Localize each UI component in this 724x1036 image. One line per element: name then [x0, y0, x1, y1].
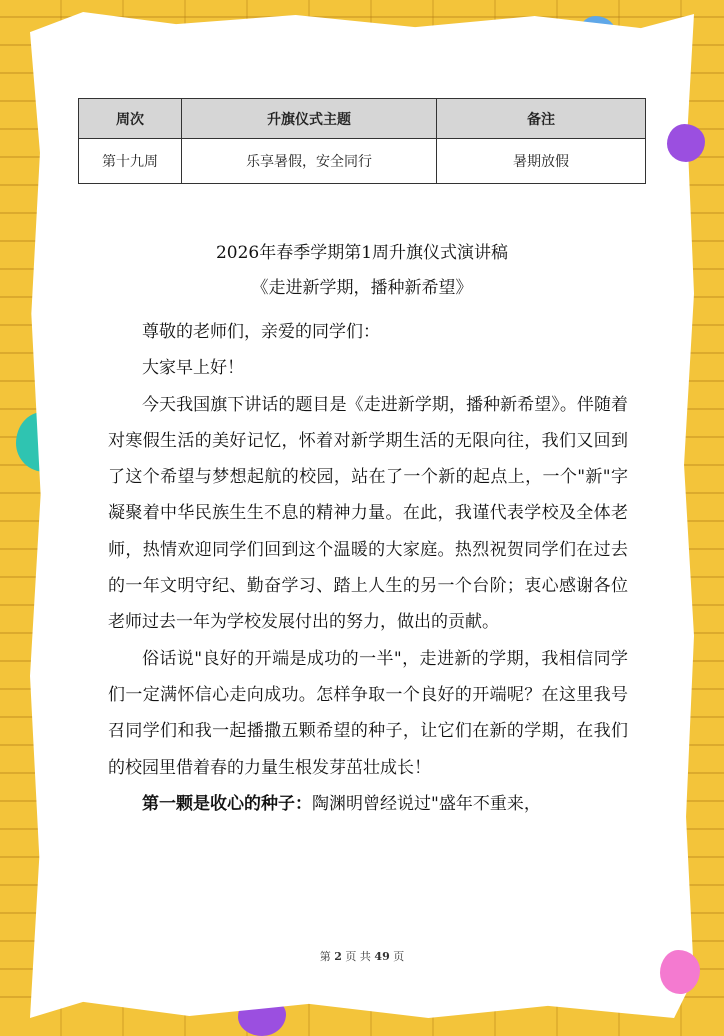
- schedule-table: [78, 98, 646, 184]
- decor-dot-purple: [667, 124, 705, 162]
- header-theme: 升旗仪式主题: [182, 99, 437, 139]
- footer-page-number: 2: [334, 950, 342, 963]
- header-notes: 备注: [437, 99, 646, 139]
- speech-title: 2026年春季学期第1周升旗仪式演讲稿: [215, 243, 509, 263]
- paragraph-salutation: 尊敬的老师们，亲爱的同学们：: [142, 322, 380, 342]
- table-header-row: [79, 99, 646, 139]
- footer-prefix: 第: [319, 950, 331, 963]
- header-week: 周次: [79, 99, 182, 139]
- footer-total-pages: 49: [374, 950, 390, 963]
- paragraph-seed-one: [108, 786, 628, 822]
- speech-subtitle: 《走进新学期，播种新希望》: [251, 278, 473, 298]
- seed-one-heading: 第一颗是收心的种子：: [142, 793, 312, 814]
- footer-suffix: 页: [393, 950, 405, 963]
- paragraph-greeting: 大家早上好！: [142, 358, 244, 379]
- cell-notes: 暑期放假: [437, 139, 646, 184]
- cell-theme: 乐享暑假，安全同行: [182, 139, 437, 184]
- cell-week: 第十九周: [79, 139, 182, 184]
- paragraph-call: 俗话说"良好的开端是成功的一半"，走进新的学期，我相信同学们一定满怀信心走向成功。怎样争取一个良好的开端呢？在这里我号召同学们和我一起播撒五颗希望的种子，让它们在新的学期，在我们的校园里借着春的力量生根发芽茁壮成长！: [108, 648, 628, 778]
- seed-one-text: 陶渊明曾经说过"盛年不重来，: [312, 793, 541, 814]
- footer-middle: 页 共: [345, 950, 371, 963]
- table-row: [79, 139, 646, 184]
- paragraph-intro: 今天我国旗下讲话的题目是《走进新学期，播种新希望》。伴随着对寒假生活的美好记忆，怀着对新学期生活的无限向往，我们又回到了这个希望与梦想起航的校园，站在了一个新的起点上，一个"新"字凝聚着中华民族生生不息的精神力量。在此，我谨代表学校及全体老师，热情欢迎同学们回到这个温暖的大家庭。热烈祝贺同学们在过去的一年文明守纪、勤奋学习、踏上人生的另一个台阶；衷心感谢各位老师过去一年为学校发展付出的努力，做出的贡献。: [108, 394, 628, 633]
- page-footer: [0, 948, 724, 964]
- speech-body: [108, 314, 628, 822]
